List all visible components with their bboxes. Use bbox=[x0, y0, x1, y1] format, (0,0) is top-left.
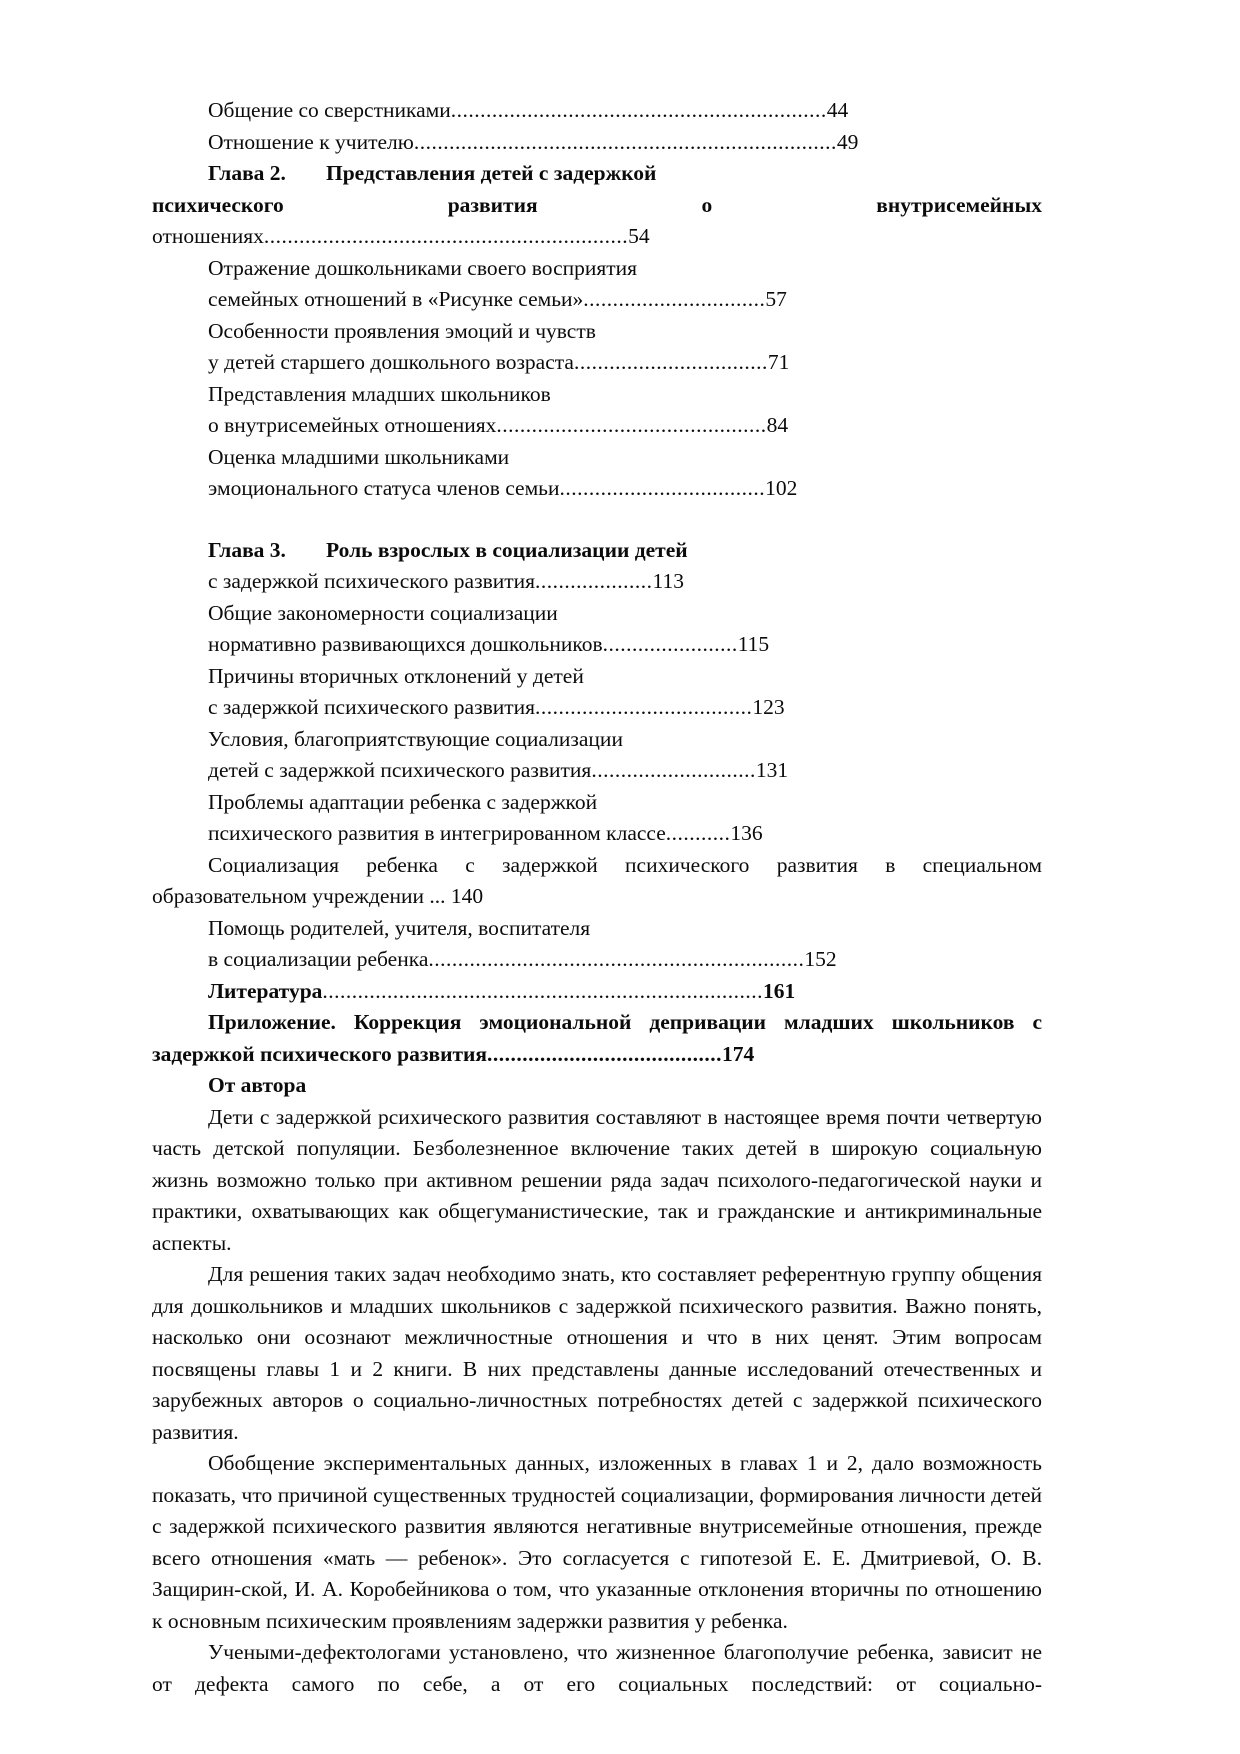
toc-subentry-title: семейных отношений в «Рисунке семьи» bbox=[208, 287, 584, 311]
chapter-3-title-tail: с задержкой психического развития bbox=[208, 569, 536, 593]
toc-subentry-line bbox=[152, 473, 1042, 505]
chapter-2-heading bbox=[152, 158, 1042, 190]
literature-page-number: 161 bbox=[763, 978, 796, 1003]
toc-subentry-line bbox=[152, 598, 1042, 630]
toc-leader: ................................... bbox=[559, 476, 766, 500]
toc-subentry-line bbox=[152, 347, 1042, 379]
toc-leader: ..................................... bbox=[535, 695, 753, 719]
toc-wide-word: специальном bbox=[922, 852, 1042, 877]
chapter-2-label: Глава 2. bbox=[208, 161, 286, 185]
toc-leader: ........... bbox=[665, 821, 731, 845]
toc-subentry-line bbox=[152, 661, 1042, 693]
toc-subentry-title: Общие закономерности социализации bbox=[208, 600, 558, 625]
preface-title: От автора bbox=[208, 1073, 307, 1097]
toc-page-number: 115 bbox=[737, 632, 770, 656]
appendix-word: Коррекция bbox=[353, 1010, 462, 1034]
toc-entry bbox=[152, 95, 1042, 127]
toc-spacer bbox=[152, 505, 1042, 535]
chapter-2-title-word: внутрисемейных bbox=[876, 192, 1042, 217]
toc-leader: ................................................................ bbox=[450, 98, 827, 122]
appendix-word: с bbox=[1032, 1010, 1042, 1034]
toc-leader: ............................... bbox=[583, 287, 766, 311]
toc-subentry-title: психического развития в интегрированном классе bbox=[208, 821, 666, 845]
toc-subentry-line bbox=[152, 913, 1042, 945]
toc-leader: ....................... bbox=[602, 632, 738, 656]
toc-page-number: 131 bbox=[755, 758, 789, 782]
toc-subentry-title: в социализации ребенка bbox=[208, 947, 429, 971]
chapter-2-title-tail: отношениях bbox=[152, 224, 264, 248]
toc-wide-entry-line2 bbox=[152, 881, 1042, 913]
toc-subentry-line bbox=[152, 629, 1042, 661]
page-content bbox=[152, 95, 1042, 1700]
chapter-2-title-line3 bbox=[152, 221, 1042, 253]
toc-subentry-line bbox=[152, 316, 1042, 348]
toc-subentry-title: с задержкой психического развития bbox=[208, 695, 536, 719]
toc-subentry-title: Представления младших школьников bbox=[208, 381, 551, 406]
chapter-3-title-line2 bbox=[152, 566, 1042, 598]
preface-paragraph: Учеными-дефектологами установлено, что жизненное благополучие ребенка, зависит не от дефекта самого по себе, а от его социальных последствий: от социально- bbox=[152, 1640, 1042, 1696]
appendix-word: младших bbox=[784, 1010, 874, 1034]
toc-subentry-line bbox=[152, 442, 1042, 474]
appendix-word: эмоциональной bbox=[479, 1010, 632, 1034]
toc-leader: ........................................................................... bbox=[322, 978, 764, 1003]
preface-paragraph: Обобщение экспериментальных данных, изложенных в главах 1 и 2, дало возможность показать, что причиной существенных трудностей социализации, формирования личности детей с задержкой психического развития являются негативные внутрисемейные отношения, прежде всего отношения «мать — ребенок». Это согласуется с гипотезой Е. Е. Дмитриевой, О. В. Защирин-ской, И. А. Коробейникова о том, что указанные отклонения вторичны по отношению к основным психическим проявлениям задержки развития у ребенка. bbox=[152, 1451, 1042, 1633]
chapter-2-title-word: психического bbox=[152, 192, 284, 217]
toc-leader: .............................................. bbox=[496, 413, 767, 437]
chapter-2-title-line1: Представления детей с задержкой bbox=[326, 161, 657, 185]
toc-page-number: 44 bbox=[826, 98, 849, 122]
toc-page-number: 84 bbox=[766, 413, 789, 437]
toc-leader: ................................................................ bbox=[428, 947, 805, 971]
toc-page-number: 102 bbox=[765, 476, 798, 500]
toc-page-number: 57 bbox=[765, 287, 787, 311]
toc-subentry-title: Отражение дошкольниками своего восприятия bbox=[208, 255, 638, 280]
toc-leader: ................................. bbox=[573, 350, 768, 374]
toc-wide-word: с bbox=[465, 852, 475, 877]
toc-subentry-line bbox=[152, 379, 1042, 411]
toc-wide-word: задержкой bbox=[502, 852, 598, 877]
toc-page-number: 71 bbox=[767, 350, 790, 374]
toc-subentry-line bbox=[152, 755, 1042, 787]
chapter-2-title-word: развития bbox=[447, 192, 538, 217]
toc-wide-word: развития bbox=[776, 852, 858, 877]
toc-subentry-line bbox=[152, 692, 1042, 724]
chapter-2-title-line2 bbox=[152, 190, 1042, 222]
chapter-3-label: Глава 3. bbox=[208, 537, 286, 562]
toc-leader: ........................................................................ bbox=[413, 129, 837, 154]
toc-page-number: 136 bbox=[730, 821, 763, 845]
appendix-word: школьников bbox=[891, 1010, 1015, 1034]
chapter-3-page-number: 113 bbox=[652, 569, 684, 593]
toc-wide-word: ребенка bbox=[366, 852, 438, 877]
toc-subentry-title: Особенности проявления эмоций и чувств bbox=[208, 318, 596, 343]
toc-subentry-line bbox=[152, 253, 1042, 285]
appendix-page-number: 174 bbox=[722, 1041, 755, 1066]
appendix-tail: задержкой психического развития bbox=[152, 1041, 488, 1066]
toc-subentry-title: Оценка младшими школьниками bbox=[208, 444, 510, 469]
toc-subentry-title: нормативно развивающихся дошкольников bbox=[208, 632, 603, 656]
toc-wide-entry-line1 bbox=[152, 850, 1042, 882]
toc-subentry-title: детей с задержкой психического развития bbox=[208, 758, 592, 782]
toc-entry-literature bbox=[152, 976, 1042, 1008]
appendix-word: депривации bbox=[649, 1010, 767, 1034]
toc-page-number: 49 bbox=[836, 129, 859, 154]
toc-subentry-title: у детей старшего дошкольного возраста bbox=[208, 350, 574, 374]
toc-leader: .................... bbox=[535, 569, 653, 593]
toc-wide-word: психического bbox=[625, 852, 750, 877]
toc-subentry-line bbox=[152, 724, 1042, 756]
chapter-2-title-word: о bbox=[701, 192, 713, 217]
toc-subentry-line bbox=[152, 818, 1042, 850]
toc-subentry-line bbox=[152, 410, 1042, 442]
toc-page-number: 152 bbox=[804, 947, 837, 971]
toc-subentry-title: Причины вторичных отклонений у детей bbox=[208, 663, 584, 688]
toc-entry-title: Отношение к учителю bbox=[208, 129, 414, 154]
toc-wide-entry-tail: образовательном учреждении ... 140 bbox=[152, 884, 484, 908]
preface-paragraph: Для решения таких задач необходимо знать, кто составляет референтную группу общения для дошкольников и младших школьников с задержкой психического развития. Важно понять, насколько они осознают межличностные отношения и что в них ценят. Этим вопросам посвящены главы 1 и 2 книги. В них представлены данные исследований отечественных и зарубежных авторов о социально-личностных потребностях детей с задержкой психического развития. bbox=[152, 1262, 1042, 1444]
toc-subentry-title: Помощь родителей, учителя, воспитателя bbox=[208, 915, 591, 940]
toc-subentry-line bbox=[152, 787, 1042, 819]
chapter-3-title-line1: Роль взрослых в социализации детей bbox=[326, 537, 688, 562]
toc-subentry-title: эмоционального статуса членов семьи bbox=[208, 476, 560, 500]
toc-wide-word: Социализация bbox=[208, 852, 340, 877]
chapter-3-heading bbox=[152, 535, 1042, 567]
toc-subentry-line bbox=[152, 284, 1042, 316]
toc-entry-title: Общение со сверстниками bbox=[208, 98, 451, 122]
toc-leader: .............................................................. bbox=[263, 224, 629, 248]
toc-subentry-title: Проблемы адаптации ребенка с задержкой bbox=[208, 789, 598, 814]
appendix-line1 bbox=[152, 1007, 1042, 1039]
toc-entry bbox=[152, 127, 1042, 159]
toc-leader: ............................ bbox=[591, 758, 756, 782]
toc-wide-word: в bbox=[885, 852, 896, 877]
toc-leader: ........................................ bbox=[487, 1041, 723, 1066]
toc-page-number: 123 bbox=[752, 695, 785, 719]
toc-subentry-title: о внутрисемейных отношениях bbox=[208, 413, 497, 437]
chapter-2-page-number: 54 bbox=[628, 224, 650, 248]
literature-label: Литература bbox=[208, 978, 323, 1003]
appendix-line2 bbox=[152, 1039, 1042, 1071]
appendix-word: Приложение. bbox=[208, 1010, 336, 1034]
preface-paragraph: Дети с задержкой рсихического развития составляют в настоящее время почти четвертую часть детской популяции. Безболезненное включение таких детей в широкую социальную жизнь возможно только при активном решении ряда задач психолого-педагогической науки и практики, охватывающих как общегуманистические, так и гражданские и антикриминальные аспекты. bbox=[152, 1104, 1042, 1255]
toc-subentry-line bbox=[152, 944, 1042, 976]
toc-subentry-title: Условия, благоприятствующие социализации bbox=[208, 726, 623, 751]
table-of-contents bbox=[152, 95, 1042, 1070]
